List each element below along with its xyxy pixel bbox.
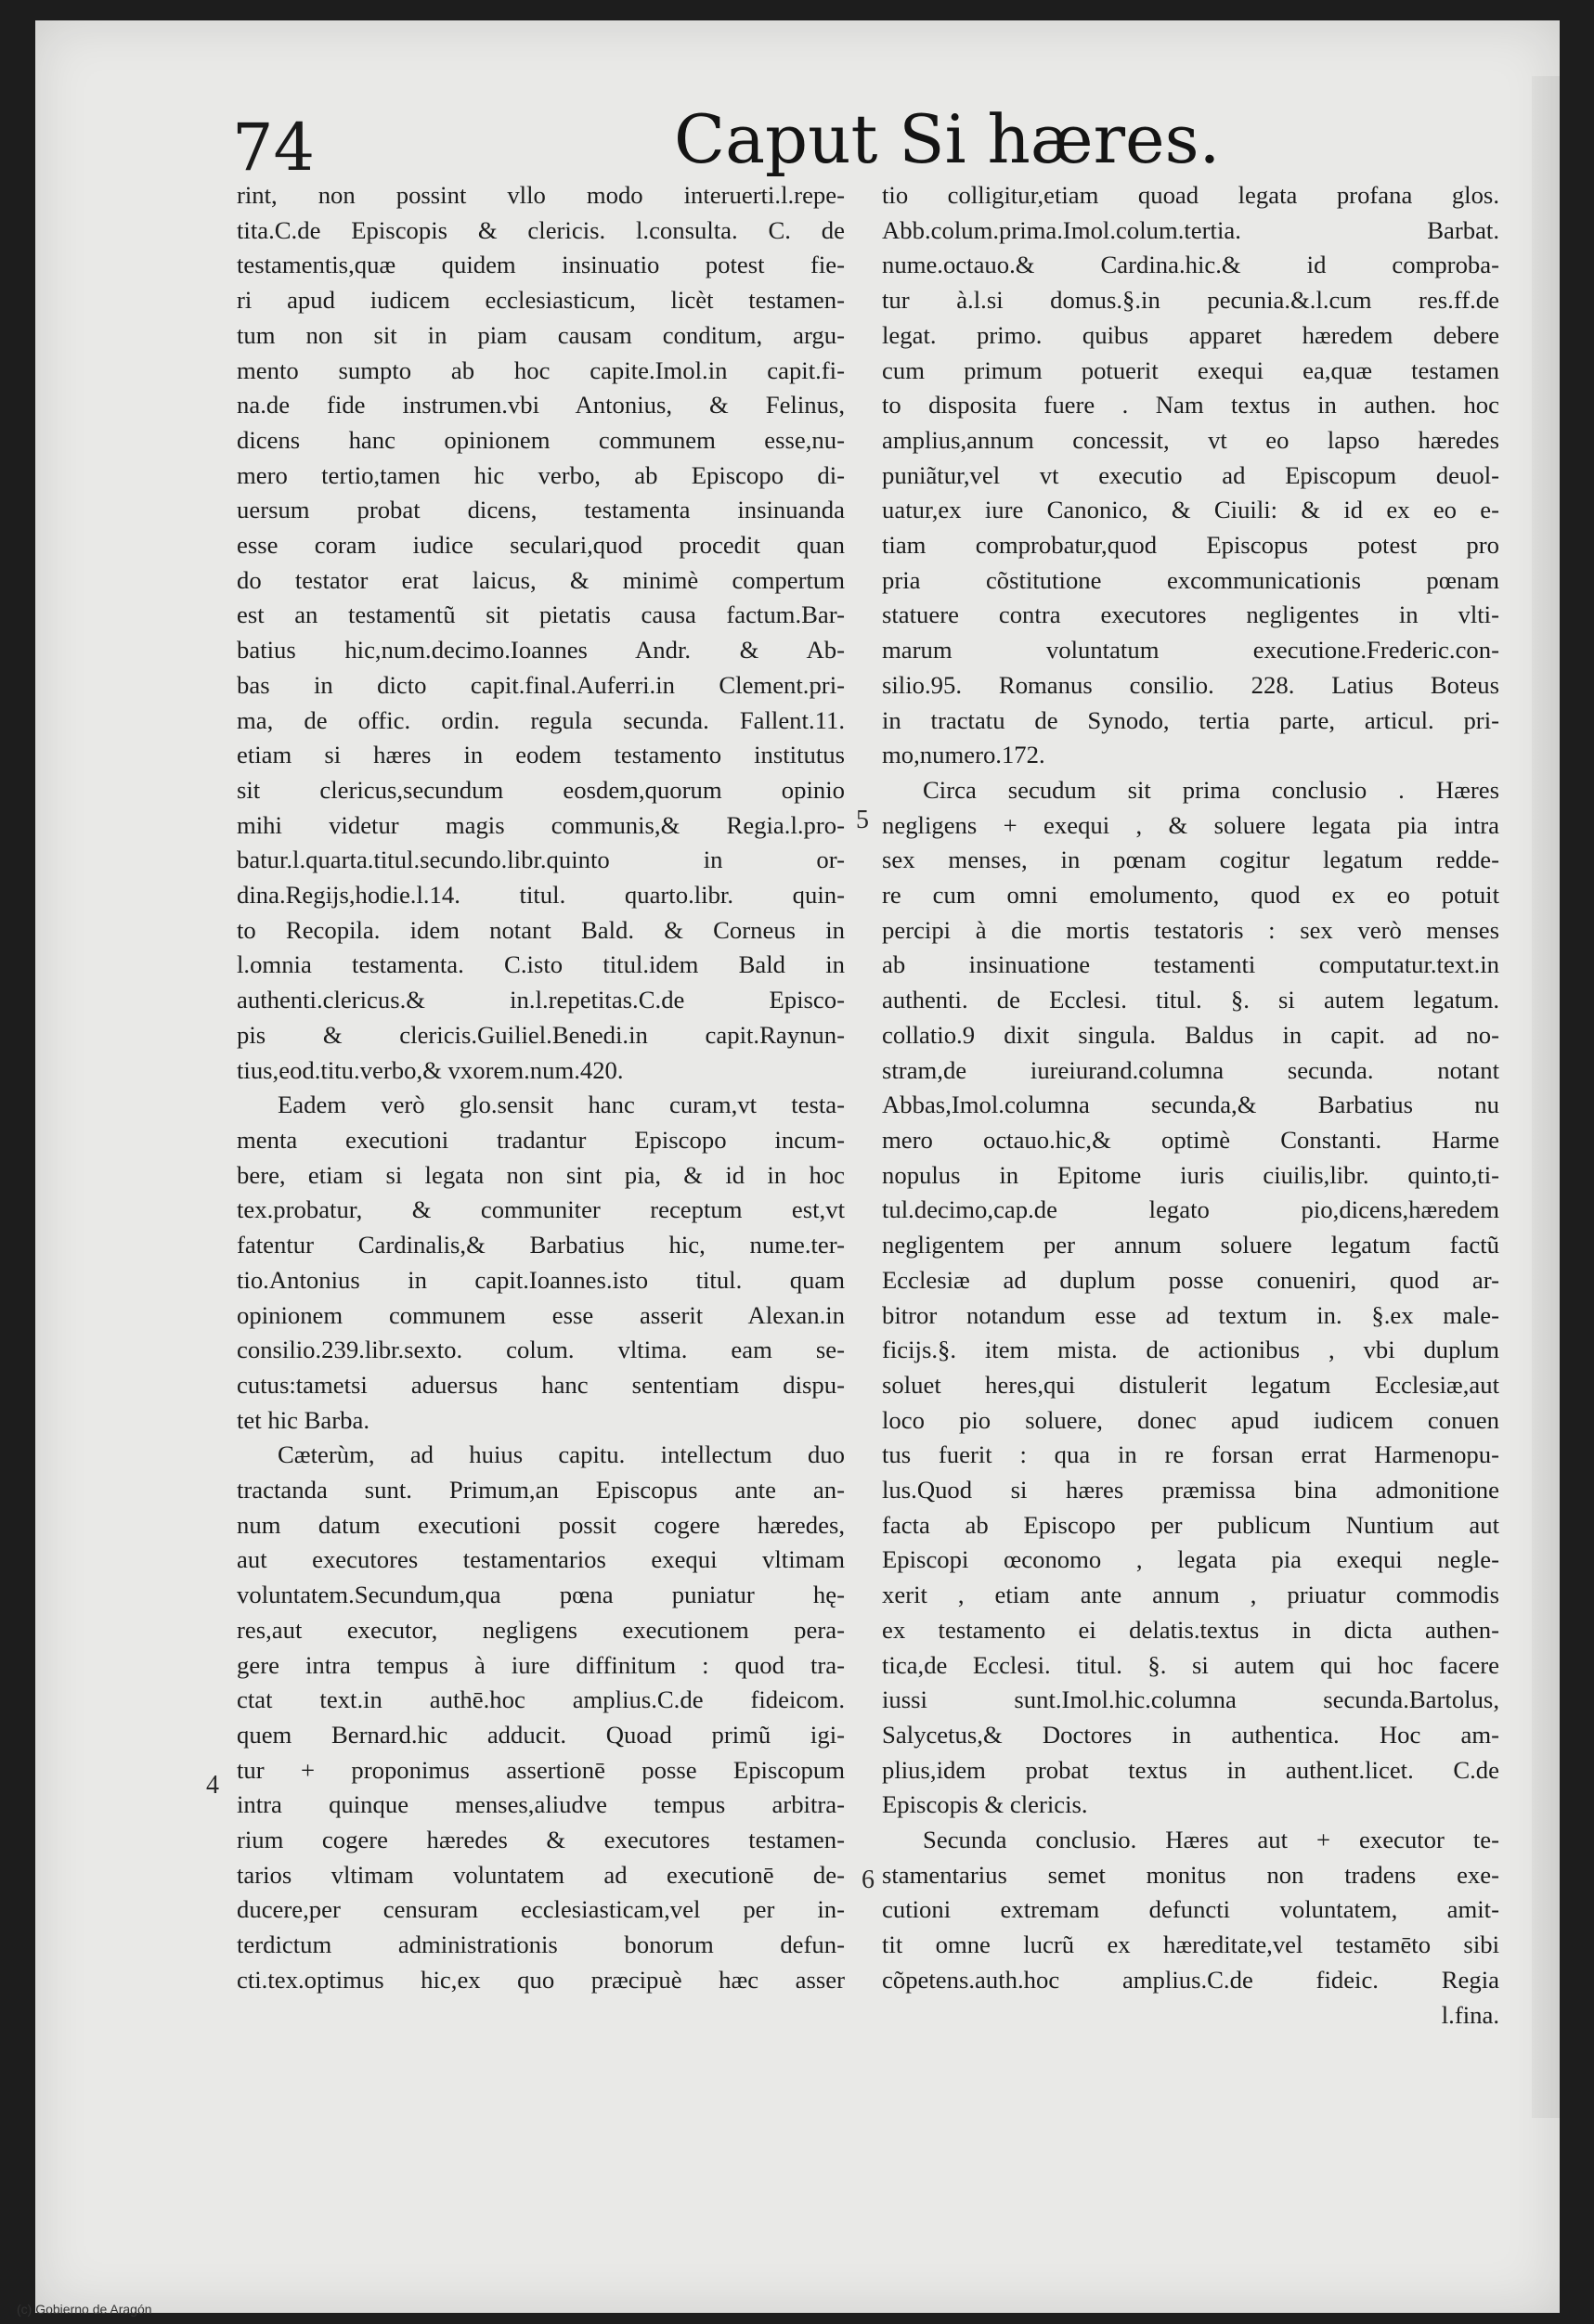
text-line: dicens hanc opinionem communem esse,nu- (237, 425, 845, 454)
text-line: tex.probatur, & communiter receptum est,vt (237, 1195, 845, 1224)
text-line: uatur,ex iure Canonico, & Ciuili: & id ex eo e- (882, 496, 1499, 524)
text-line: l.omnia testamenta. C.isto titul.idem Bald in (237, 950, 845, 979)
text-line: mero tertio,tamen hic verbo, ab Episcopo di- (237, 460, 845, 489)
text-line: consilio.239.libr.sexto. colum. vltima. eam se- (237, 1336, 845, 1364)
text-line: tur à.l.si domus.§.in pecunia.&.l.cum res.ff.de (882, 286, 1499, 315)
text-line: Ecclesiæ ad duplum posse conueniri, quod ar- (882, 1265, 1499, 1294)
text-line: Eadem verò glo.sensit hanc curam,vt testa- (278, 1091, 845, 1119)
text-line: intra quinque menses,aliudve tempus arbitra- (237, 1790, 845, 1819)
text-line: tum non sit in piam causam conditum, argu- (237, 320, 845, 349)
text-line: sex menses, in pœnam cogitur legatum redde- (882, 846, 1499, 874)
text-line: tio.Antonius in capit.Ioannes.isto titul. quam (237, 1265, 845, 1294)
text-line: cutus:tametsi aduersus hanc sententiam dispu- (237, 1370, 845, 1399)
text-line: soluet heres,qui distulerit legatum Ecclesiæ,aut (882, 1370, 1499, 1399)
text-line: loco pio soluere, donec apud iudicem conuen (882, 1405, 1499, 1434)
text-line: tarios vltimam voluntatem ad executionē de- (237, 1860, 845, 1889)
text-line: tur + proponimus assertionē posse Episcopum (237, 1755, 845, 1784)
text-line: stram,de iureiurand.columna secunda. notant (882, 1055, 1499, 1084)
text-line: rint, non possint vllo modo interuerti.l.repe- (237, 181, 845, 209)
text-line: tet hic Barba. (237, 1405, 370, 1434)
text-line: marum voluntatum executione.Frederic.con- (882, 636, 1499, 665)
text-line: amplius,annum concessit, vt eo lapso hæredes (882, 425, 1499, 454)
text-line: tica,de Ecclesi. titul. §. si autem qui hoc facere (882, 1650, 1499, 1679)
text-line: ctat text.in authē.hoc amplius.C.de fideicom. (237, 1685, 845, 1714)
left-column (237, 178, 845, 1998)
text-line: mihi videtur magis communis,& Regia.l.pro- (237, 810, 845, 839)
text-line: facta ab Episcopo per publicum Nuntium aut (882, 1510, 1499, 1539)
text-line: cum primum potuerit exequi ea,quæ testamen (882, 355, 1499, 384)
text-line: tita.C.de Episcopis & clericis. l.consulta. C. de (237, 215, 845, 244)
text-line: tus fuerit : qua in re forsan errat Harmenopu- (882, 1440, 1499, 1469)
text-line: puniãtur,vel vt executio ad Episcopum deuol- (882, 460, 1499, 489)
text-line: cutioni extremam defuncti voluntatem, amit- (882, 1895, 1499, 1924)
text-line: na.de fide instrumen.vbi Antonius, & Felinus, (237, 391, 845, 420)
text-line: cti.tex.optimus hic,ex quo præcipuè hæc asser (237, 1965, 845, 1994)
copyright-watermark: (c) Gobierno de Aragón (17, 2302, 152, 2317)
text-line: percipi à die mortis testatoris : sex verò menses (882, 915, 1499, 944)
text-line: pria cõstitutione excommunicationis pœnam (882, 565, 1499, 594)
text-line: collatio.9 dixit singula. Baldus in capit. ad no- (882, 1020, 1499, 1049)
text-line: est an testamentũ sit pietatis causa factum.Bar- (237, 600, 845, 629)
text-line: bitror notandum esse ad textum in. §.ex male- (882, 1300, 1499, 1329)
text-line: authenti.clericus.& in.l.repetitas.C.de Episco- (237, 986, 845, 1014)
text-line: quem Bernard.hic adducit. Quoad primũ igi- (237, 1720, 845, 1749)
text-line: terdictum administrationis bonorum defun- (237, 1930, 845, 1959)
text-line: bas in dicto capit.final.Auferri.in Clement.pri- (237, 670, 845, 699)
text-line: statuere contra executores negligentes in vlti- (882, 600, 1499, 629)
text-line: voluntatem.Secundum,qua pœna puniatur hę- (237, 1581, 845, 1609)
text-line: cõpetens.auth.hoc amplius.C.de fideic. Regia (882, 1965, 1499, 1994)
text-line: opinionem communem esse asserit Alexan.in (237, 1300, 845, 1329)
text-line: l.fina. (1441, 2000, 1499, 2029)
text-line: stamentarius semet monitus non tradens exe- (882, 1860, 1499, 1889)
text-line: authenti. de Ecclesi. titul. §. si autem legatum. (882, 986, 1499, 1014)
text-line: to Recopila. idem notant Bald. & Corneus in (237, 915, 845, 944)
text-line: ficijs.§. item mista. de actionibus , vbi duplum (882, 1336, 1499, 1364)
text-line: nopulus in Epitome iuris ciuilis,libr. quinto,ti- (882, 1160, 1499, 1189)
text-line: tius,eod.titu.verbo,& vxorem.num.420. (237, 1055, 624, 1084)
text-line: mo,numero.172. (882, 741, 1045, 769)
text-line: nume.octauo.& Cardina.hic.& id comproba- (882, 251, 1499, 279)
text-line: xerit , etiam ante annum , priuatur commodis (882, 1581, 1499, 1609)
text-line: plius,idem probat textus in authent.licet. C.de (882, 1755, 1499, 1784)
text-line: in tractatu de Synodo, tertia parte, articul. pri- (882, 705, 1499, 734)
text-line: gere intra tempus à iure diffinitum : quod tra- (237, 1650, 845, 1679)
text-line: dina.Regijs,hodie.l.14. titul. quarto.libr. quin- (237, 881, 845, 910)
text-line: legat. primo. quibus apparet hæredem debere (882, 320, 1499, 349)
text-line: Secunda conclusio. Hæres aut + executor te- (923, 1826, 1499, 1854)
running-title: Caput Si hæres. (674, 100, 1221, 178)
text-line: silio.95. Romanus consilio. 228. Latius Boteus (882, 670, 1499, 699)
text-line: tiam comprobatur,quod Episcopus potest pro (882, 531, 1499, 560)
page-edge (1532, 76, 1560, 2118)
text-line: ex testamento ei delatis.textus in dicta authen- (882, 1615, 1499, 1644)
text-line: re cum omni emolumento, quod ex eo potuit (882, 881, 1499, 910)
text-line: ma, de offic. ordin. regula secunda. Fallent.11. (237, 705, 845, 734)
text-line: bere, etiam si legata non sint pia, & id in hoc (237, 1160, 845, 1189)
text-line: Episcopi œconomo , legata pia exequi negle- (882, 1545, 1499, 1574)
text-line: lus.Quod si hæres præmissa bina admonitione (882, 1476, 1499, 1504)
text-line: Salycetus,& Doctores in authentica. Hoc am- (882, 1720, 1499, 1749)
margin-note-number: 6 (862, 1866, 875, 1894)
text-line: esse coram iudice seculari,quod procedit quan (237, 531, 845, 560)
text-line: fatentur Cardinalis,& Barbatius hic, nume.ter- (237, 1231, 845, 1259)
text-line: ducere,per censuram ecclesiasticam,vel per in- (237, 1895, 845, 1924)
text-line: Circa secudum sit prima conclusio . Hæres (923, 775, 1499, 804)
text-line: do testator erat laicus, & minimè compertum (237, 565, 845, 594)
text-line: rium cogere hæredes & executores testamen- (237, 1826, 845, 1854)
text-line: menta executioni tradantur Episcopo incum- (237, 1125, 845, 1154)
text-line: uersum probat dicens, testamenta insinuanda (237, 496, 845, 524)
text-line: batur.l.quarta.titul.secundo.libr.quinto in or- (237, 846, 845, 874)
text-line: to disposita fuere . Nam textus in authen. hoc (882, 391, 1499, 420)
text-line: ri apud iudicem ecclesiasticum, licèt testamen- (237, 286, 845, 315)
text-line: pis & clericis.Guiliel.Benedi.in capit.Raynun- (237, 1020, 845, 1049)
text-line: etiam si hæres in eodem testamento institutus (237, 741, 845, 769)
text-line: Cæterùm, ad huius capitu. intellectum duo (278, 1440, 845, 1469)
text-line: ab insinuatione testamenti computatur.text.in (882, 950, 1499, 979)
text-line: num datum executioni possit cogere hæredes, (237, 1510, 845, 1539)
text-line: tractanda sunt. Primum,an Episcopus ante an- (237, 1476, 845, 1504)
text-line: tio colligitur,etiam quoad legata profana glos. (882, 181, 1499, 209)
page-number: 74 (232, 110, 316, 186)
text-line: mero octauo.hic,& optimè Constanti. Harme (882, 1125, 1499, 1154)
margin-note-number: 4 (206, 1771, 219, 1800)
text-line: aut executores testamentarios exequi vltimam (237, 1545, 845, 1574)
text-line: Abbas,Imol.columna secunda,& Barbatius nu (882, 1091, 1499, 1119)
margin-note-number: 5 (856, 806, 869, 834)
text-line: Episcopis & clericis. (882, 1790, 1088, 1819)
text-line: negligens + exequi , & soluere legata pia intra (882, 810, 1499, 839)
text-line: Abb.colum.prima.Imol.colum.tertia. Barbat. (882, 215, 1499, 244)
text-line: iussi sunt.Imol.hic.columna secunda.Bartolus, (882, 1685, 1499, 1714)
text-line: testamentis,quæ quidem insinuatio potest fie- (237, 251, 845, 279)
text-line: sit clericus,secundum eosdem,quorum opinio (237, 775, 845, 804)
text-line: batius hic,num.decimo.Ioannes Andr. & Ab- (237, 636, 845, 665)
text-line: tul.decimo,cap.de legato pio,dicens,hæredem (882, 1195, 1499, 1224)
text-line: tit omne lucrũ ex hæreditate,vel testamēto sibi (882, 1930, 1499, 1959)
text-line: negligentem per annum soluere legatum factũ (882, 1231, 1499, 1259)
text-line: mento sumpto ab hoc capite.Imol.in capit.fi- (237, 355, 845, 384)
text-line: res,aut executor, negligens executionem pera- (237, 1615, 845, 1644)
right-column (882, 178, 1499, 2033)
